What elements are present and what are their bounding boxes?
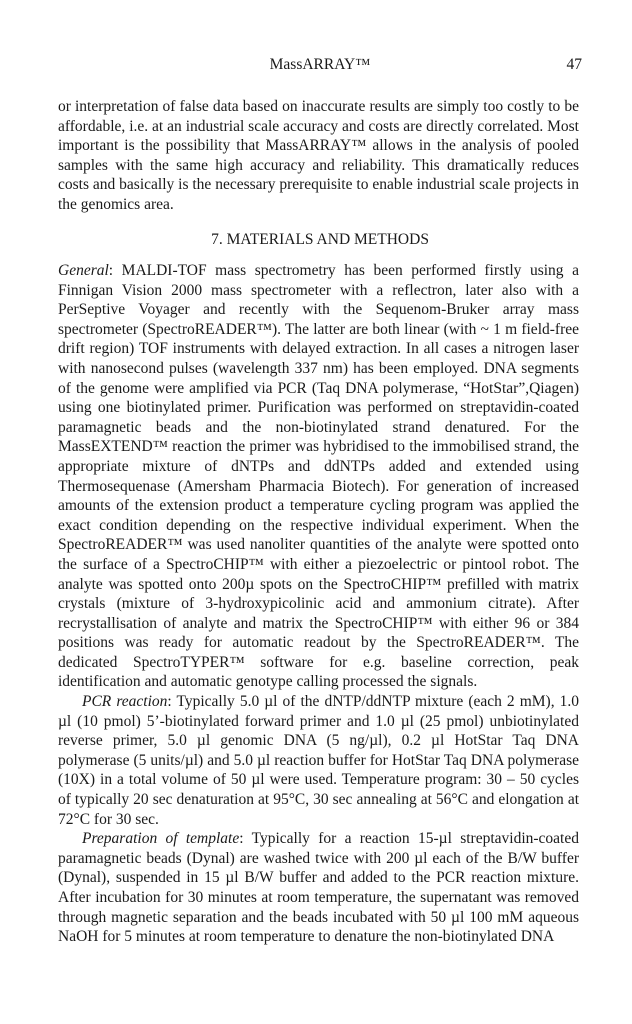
template-paragraph <box>58 829 579 947</box>
pcr-label: PCR reaction <box>82 693 168 711</box>
general-paragraph <box>58 261 579 692</box>
section-heading: 7. MATERIALS AND METHODS <box>211 231 429 248</box>
general-text: : MALDI-TOF mass spectrometry has been performed firstly using a Finnigan Vision 2000 mass spectrometer with a reflectron, later also with a PerSeptive Voyager and recently with the Sequenom-Bruker array mass spectrometer (SpectroREADER™). The latter are both linear (with ~ 1 m field-free drift region) TOF instruments with delayed extraction. In all cases a nitrogen laser with nanosecond pulses (wavelength 337 nm) has been employed. DNA segments of the genome were amplified via PCR (Taq DNA polymerase, “HotStar”,Qiagen) using one biotinylated primer. Purification was performed on streptavidin-coated paramagnetic beads and the non-biotinylated strand denatured. For the MassEXTEND™ reaction the primer was hybridised to the immobilised strand, the appropriate mixture of dNTPs and ddNTPs added and extended using Thermosequenase (Amersham Pharmacia Biotech). For generation of increased amounts of the extension product a temperature cycling program was applied the exact condition depending on the respective individual experiment. When the SpectroREADER™ was used nanoliter quantities of the analyte were spotted onto the surface of a SpectroCHIP™ with either a piezoelectric or pintool robot. The analyte was spotted onto 200µ spots on the SpectroCHIP™ prefilled with matrix crystals (mixture of 3-hydroxypicolinic acid and ammonium citrate). After recrystallisation of analyte and matrix the SpectroCHIP™ with either 96 or 384 positions was ready for automatic readout by the SpectroREADER™. The dedicated SpectroTYPER™ software for e.g. baseline correction, peak identification and automatic genotype calling processed the signals. <box>58 262 579 691</box>
page-number: 47 <box>566 56 582 73</box>
methods-body <box>58 261 579 947</box>
pcr-text: : Typically 5.0 µl of the dNTP/ddNTP mixture (each 2 mM), 1.0 µl (10 pmol) 5’-biotinylated forward primer and 1.0 µl (25 pmol) unbiotinylated reverse primer, 5.0 µl genomic DNA (5 ng/µl), 0.2 µl HotStar Taq DNA polymerase (5 units/µl) and 5.0 µl reaction buffer for HotStar Taq DNA polymerase (10X) in a total volume of 50 µl were used. Temperature program: 30 – 50 cycles of typically 20 sec denaturation at 95°C, 30 sec annealing at 56°C and elongation at 72°C for 30 sec. <box>58 693 579 828</box>
template-label: Preparation of template <box>82 830 240 848</box>
template-text: : Typically for a reaction 15-µl streptavidin-coated paramagnetic beads (Dynal) are washed twice with 200 µl each of the B/W buffer (Dynal), suspended in 15 µl B/W buffer and added to the PCR reaction mixture. After incubation for 30 minutes at room temperature, the supernatant was removed through magnetic separation and the beads incubated with 50 µl 100 mM aqueous NaOH for 5 minutes at room temperature to denature the non-biotinylated DNA <box>58 830 579 946</box>
intro-paragraph-block <box>58 97 579 215</box>
pcr-paragraph <box>58 692 579 829</box>
running-title: MassARRAY™ <box>269 56 371 73</box>
intro-paragraph: or interpretation of false data based on inaccurate results are simply too costly to be affordable, i.e. at an industrial scale accuracy and costs are directly correlated. Most important is the possibility that MassARRAY™ allows in the analysis of pooled samples with the same high accuracy and reliability. This dramatically reduces costs and basically is the necessary prerequisite to enable industrial scale projects in the genomics area. <box>58 98 579 213</box>
general-label: General <box>58 262 109 279</box>
running-header <box>58 56 582 76</box>
